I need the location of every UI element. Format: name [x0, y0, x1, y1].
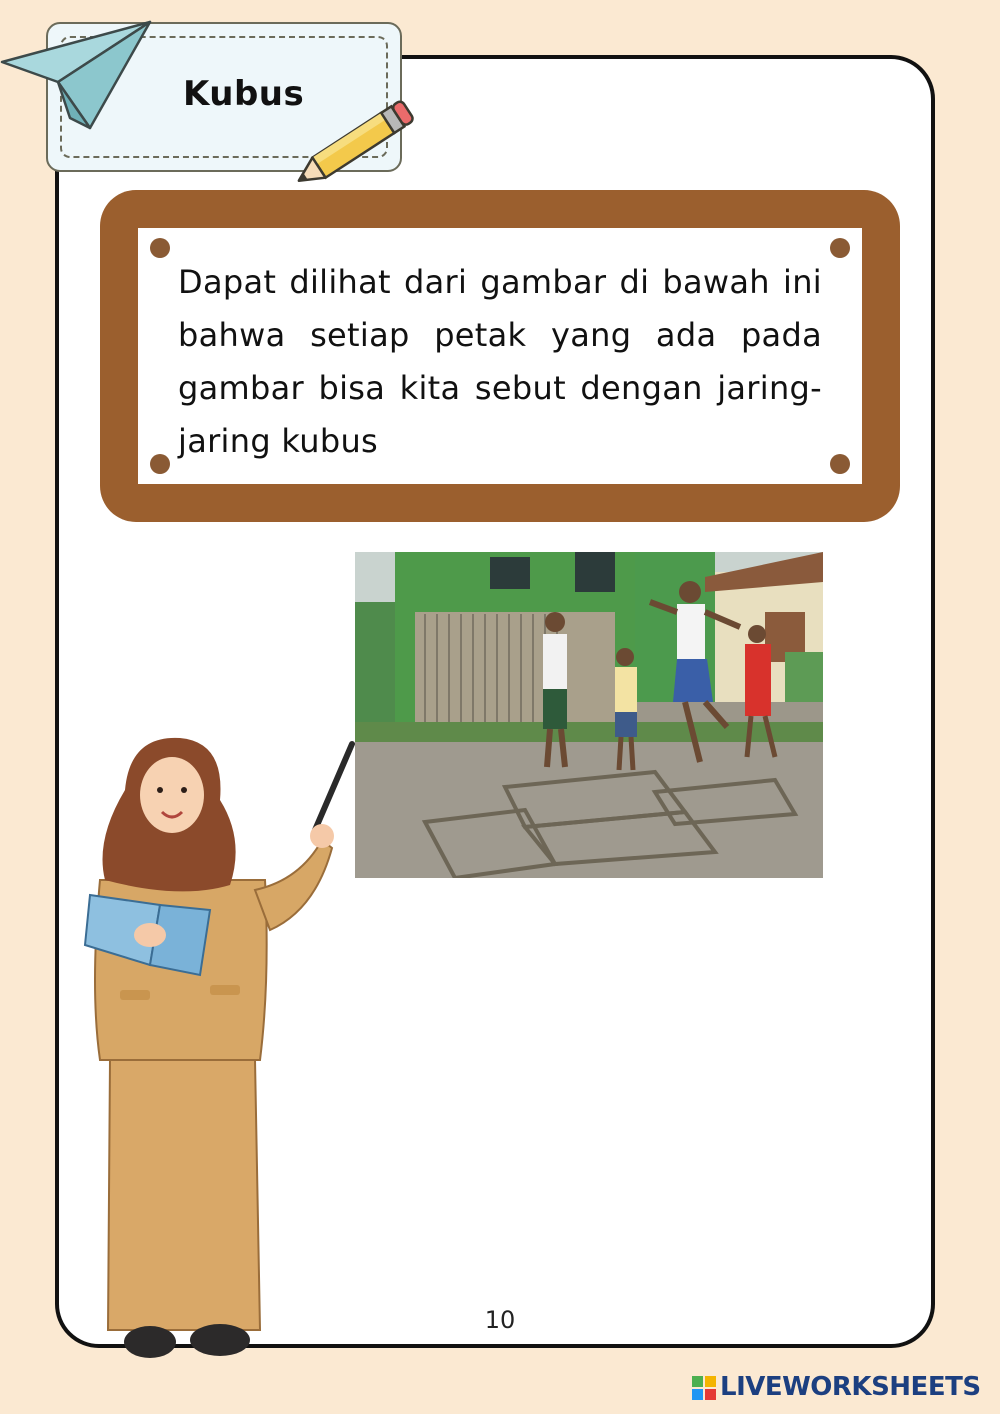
page-number: 10 — [484, 1306, 516, 1334]
liveworksheets-brand[interactable] — [692, 1372, 992, 1406]
liveworksheets-logo-icon — [692, 1376, 716, 1400]
frame-nail-dot — [830, 454, 850, 474]
explanation-panel — [138, 228, 862, 484]
frame-nail-dot — [830, 238, 850, 258]
teacher-illustration — [60, 730, 360, 1375]
brand-name: LIVEWORKSHEETS — [720, 1372, 981, 1402]
page-title: Kubus — [183, 74, 305, 114]
explanation-frame — [100, 190, 900, 522]
hopscotch-photo — [355, 552, 823, 878]
explanation-text: Dapat dilihat dari gambar di bawah ini bahwa setiap petak yang ada pada gambar bisa kita sebut dengan jaring-jaring kubus — [178, 263, 822, 460]
paper-plane-icon — [0, 10, 160, 130]
frame-nail-dot — [150, 454, 170, 474]
frame-nail-dot — [150, 238, 170, 258]
pencil-icon — [282, 100, 422, 190]
